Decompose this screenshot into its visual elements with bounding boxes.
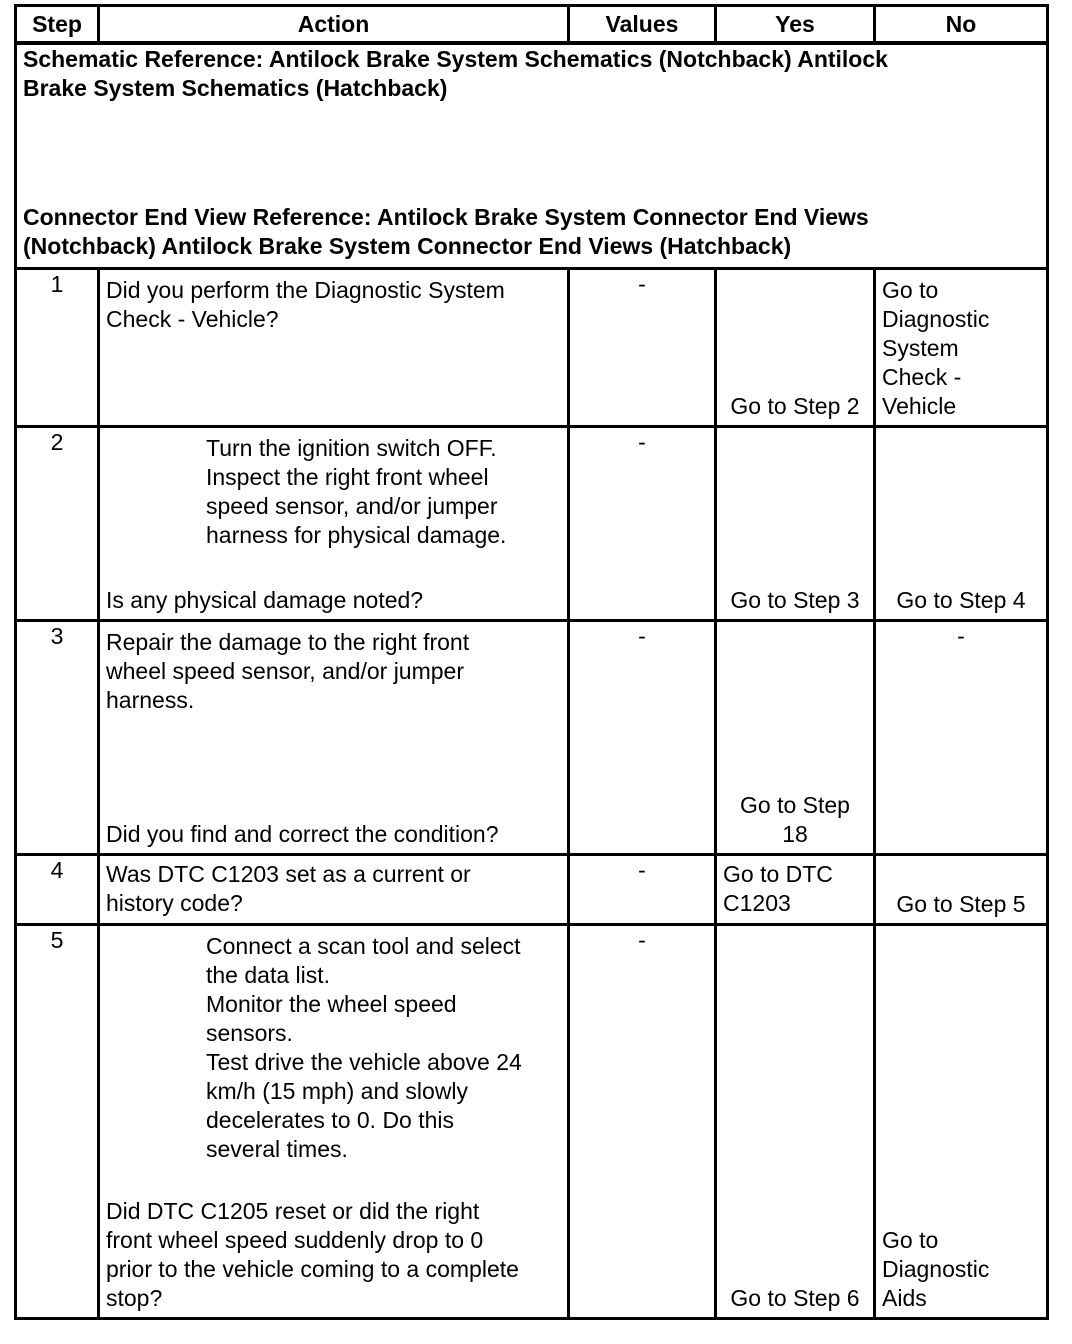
no-text: Aids [882, 1285, 927, 1311]
action-cell [99, 925, 569, 1319]
yes-link[interactable] [723, 791, 867, 849]
action-text: Did you perform the Diagnostic System [106, 277, 505, 303]
yes-text: Go to DTC [723, 861, 833, 887]
header-yes: Yes [716, 6, 875, 44]
step-number: 2 [16, 427, 99, 621]
reference-row [16, 43, 1048, 269]
no-link[interactable]: Go to Step 4 [896, 587, 1026, 613]
action-text: Was DTC C1203 set as a current or [106, 861, 471, 887]
step-number: 4 [16, 855, 99, 925]
action-text: wheel speed sensor, and/or jumper [106, 658, 464, 684]
no-link[interactable] [882, 1226, 1040, 1313]
yes-text: Go to Step [740, 792, 850, 818]
header-no: No [875, 6, 1048, 44]
no-text: Go to [882, 1227, 939, 1253]
action-question: stop? [106, 1285, 163, 1311]
action-question: Is any physical damage noted? [106, 587, 424, 613]
step-number: 5 [16, 925, 99, 1319]
action-question: prior to the vehicle coming to a complete [106, 1256, 519, 1282]
header-values: Values [569, 6, 716, 44]
no-cell [875, 269, 1048, 427]
no-cell [875, 925, 1048, 1319]
action-step: Connect a scan tool and select [206, 933, 521, 959]
values-cell: - [569, 427, 716, 621]
action-text: Check - Vehicle? [106, 306, 279, 332]
values-cell: - [569, 269, 716, 427]
yes-link[interactable] [723, 860, 867, 918]
values-cell: - [569, 855, 716, 925]
table-row [16, 621, 1048, 855]
header-action: Action [99, 6, 569, 44]
table-row [16, 427, 1048, 621]
action-question: Did DTC C1205 reset or did the right [106, 1198, 480, 1224]
header-row [16, 6, 1048, 44]
table-row [16, 269, 1048, 427]
action-step: km/h (15 mph) and slowly [206, 1078, 469, 1104]
schematic-reference-line: Schematic Reference: Antilock Brake System Schematics (Notchback) Antilock [23, 46, 888, 72]
yes-cell [716, 925, 875, 1319]
diagnostic-table [14, 4, 1049, 1320]
action-step: several times. [206, 1136, 348, 1162]
connector-reference-line: Connector End View Reference: Antilock Brake System Connector End Views [23, 204, 869, 230]
no-text: Vehicle [882, 393, 957, 419]
action-cell [99, 855, 569, 925]
yes-link[interactable]: Go to Step 2 [730, 393, 860, 419]
action-text: history code? [106, 890, 243, 916]
no-cell: - [875, 621, 1048, 855]
action-step: speed sensor, and/or jumper [206, 493, 498, 519]
yes-cell [716, 621, 875, 855]
yes-cell [716, 855, 875, 925]
values-cell: - [569, 621, 716, 855]
no-text: Check - [882, 364, 962, 390]
no-text: System [882, 335, 959, 361]
action-question: front wheel speed suddenly drop to 0 [106, 1227, 484, 1253]
action-cell [99, 427, 569, 621]
action-step: Monitor the wheel speed [206, 991, 457, 1017]
reference-cell [16, 43, 1048, 269]
yes-cell [716, 427, 875, 621]
action-step: the data list. [206, 962, 331, 988]
no-text: Diagnostic [882, 1256, 990, 1282]
connector-reference [23, 203, 1040, 261]
yes-text: C1203 [723, 890, 791, 916]
yes-cell [716, 269, 875, 427]
connector-reference-line: (Notchback) Antilock Brake System Connector End Views (Hatchback) [23, 233, 792, 259]
no-cell [875, 855, 1048, 925]
action-step: decelerates to 0. Do this [206, 1107, 455, 1133]
action-text: harness. [106, 687, 195, 713]
action-step: harness for physical damage. [206, 522, 507, 548]
action-step: Inspect the right front wheel [206, 464, 489, 490]
schematic-reference-line: Brake System Schematics (Hatchback) [23, 75, 448, 101]
header-step: Step [16, 6, 99, 44]
no-text: Go to [882, 277, 939, 303]
no-link[interactable] [882, 276, 1040, 421]
action-cell [99, 269, 569, 427]
table-row [16, 855, 1048, 925]
no-text: Diagnostic [882, 306, 990, 332]
action-cell [99, 621, 569, 855]
action-step: Test drive the vehicle above 24 [206, 1049, 522, 1075]
action-text: Repair the damage to the right front [106, 629, 470, 655]
action-step: Turn the ignition switch OFF. [206, 435, 497, 461]
yes-link[interactable]: Go to Step 6 [730, 1285, 860, 1311]
action-step: sensors. [206, 1020, 293, 1046]
no-link[interactable]: Go to Step 5 [896, 891, 1026, 917]
action-question: Did you find and correct the condition? [106, 821, 499, 847]
no-cell [875, 427, 1048, 621]
table-row [16, 925, 1048, 1319]
step-number: 1 [16, 269, 99, 427]
yes-text: 18 [782, 821, 808, 847]
yes-link[interactable]: Go to Step 3 [730, 587, 860, 613]
values-cell: - [569, 925, 716, 1319]
step-number: 3 [16, 621, 99, 855]
